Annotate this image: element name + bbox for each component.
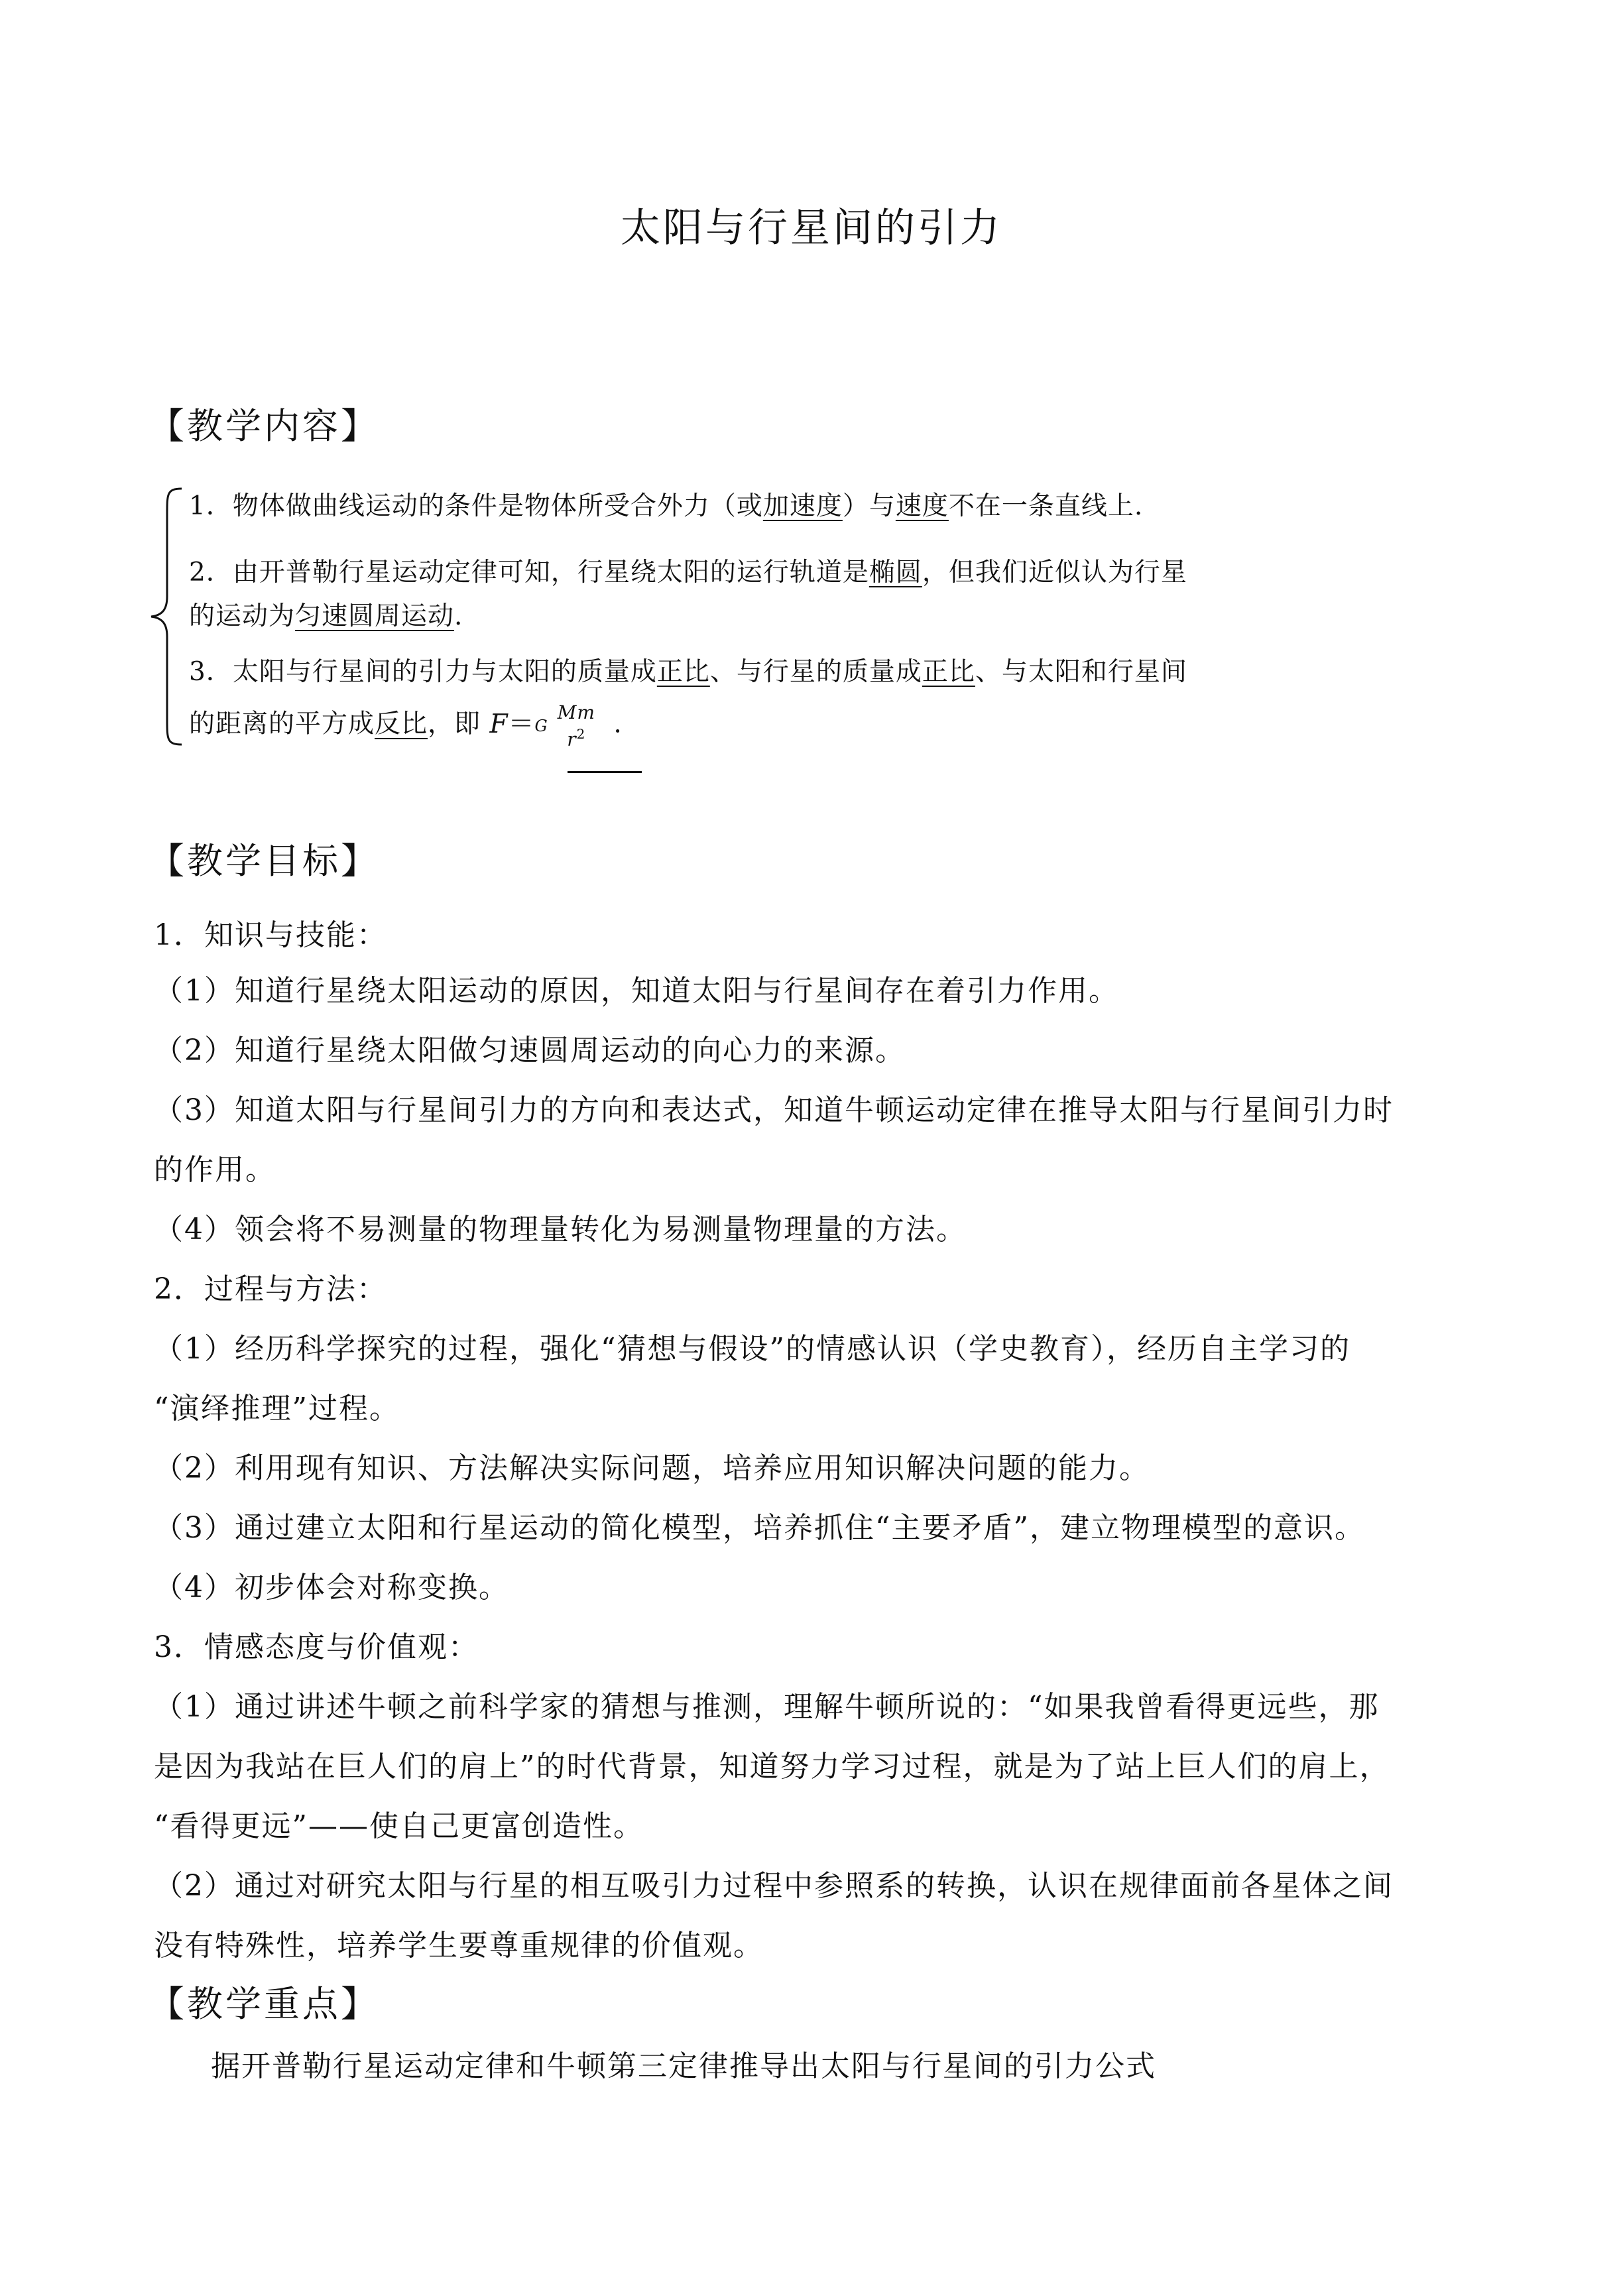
formula-underline <box>568 771 642 773</box>
section-heading-goals: 【教学目标】 <box>149 840 379 882</box>
goal-2-1-line-2: “演绎推理”过程。 <box>154 1392 400 1425</box>
goal-3-1-line-3: “看得更远”——使自己更富创造性。 <box>154 1809 644 1843</box>
content-item-1: 1．物体做曲线运动的条件是物体所受合外力（或加速度）与速度不在一条直线上. <box>189 491 1144 521</box>
section-heading-content: 【教学内容】 <box>149 405 379 447</box>
goal-3-title: 3．情感态度与价值观： <box>154 1630 479 1664</box>
page-title: 太阳与行星间的引力 <box>621 205 1002 251</box>
content-item-2-line-2: 的运动为匀速圆周运动. <box>189 601 463 631</box>
keypoint-text: 据开普勒行星运动定律和牛顿第三定律推导出太阳与行星间的引力公式 <box>211 2049 1156 2083</box>
goal-3-1-line-1: （1）通过讲述牛顿之前科学家的猜想与推测，理解牛顿所说的：“如果我曾看得更远些，那 <box>154 1690 1380 1724</box>
curly-brace-icon <box>147 487 187 746</box>
goal-2-title: 2．过程与方法： <box>154 1272 387 1306</box>
section-heading-keypoint: 【教学重点】 <box>149 1983 379 2025</box>
content-item-2-line-1: 2．由开普勒行星运动定律可知，行星绕太阳的运行轨道是椭圆，但我们近似认为行星 <box>189 558 1187 587</box>
goal-3-1-line-2: 是因为我站在巨人们的肩上”的时代背景，知道努力学习过程，就是为了站上巨人们的肩上， <box>154 1750 1390 1783</box>
goal-1-title: 1．知识与技能： <box>154 918 387 952</box>
content-item-3-line-1: 3．太阳与行星间的引力与太阳的质量成正比、与行星的质量成正比、与太阳和行星间 <box>189 657 1187 687</box>
formula-fraction: Mm $r^2$ <box>557 701 595 751</box>
goal-2-4: （4）初步体会对称变换。 <box>154 1571 509 1604</box>
formula: F＝G Mm $r^2$ <box>489 709 613 739</box>
goal-1-4: （4）领会将不易测量的物理量转化为易测量物理量的方法。 <box>154 1213 967 1246</box>
content-item-3-line-2: 的距离的平方成反比，即 F＝G Mm $r^2$ . <box>189 701 623 751</box>
goal-3-2-line-1: （2）通过对研究太阳与行星的相互吸引力过程中参照系的转换，认识在规律面前各星体之间 <box>154 1869 1394 1903</box>
goal-2-1-line-1: （1）经历科学探究的过程，强化“猜想与假设”的情感认识（学史教育），经历自主学习的 <box>154 1332 1351 1366</box>
goal-1-3-line-2: 的作用。 <box>154 1153 276 1187</box>
goal-3-2-line-2: 没有特殊性，培养学生要尊重规律的价值观。 <box>154 1929 764 1963</box>
goal-2-2: （2）利用现有知识、方法解决实际问题，培养应用知识解决问题的能力。 <box>154 1451 1150 1485</box>
goal-1-1: （1）知道行星绕太阳运动的原因，知道太阳与行星间存在着引力作用。 <box>154 974 1119 1008</box>
goal-1-3-line-1: （3）知道太阳与行星间引力的方向和表达式，知道牛顿运动定律在推导太阳与行星间引力时 <box>154 1093 1394 1127</box>
goal-2-3: （3）通过建立太阳和行星运动的简化模型，培养抓住“主要矛盾”，建立物理模型的意识。 <box>154 1511 1365 1545</box>
goal-1-2: （2）知道行星绕太阳做匀速圆周运动的向心力的来源。 <box>154 1034 906 1067</box>
